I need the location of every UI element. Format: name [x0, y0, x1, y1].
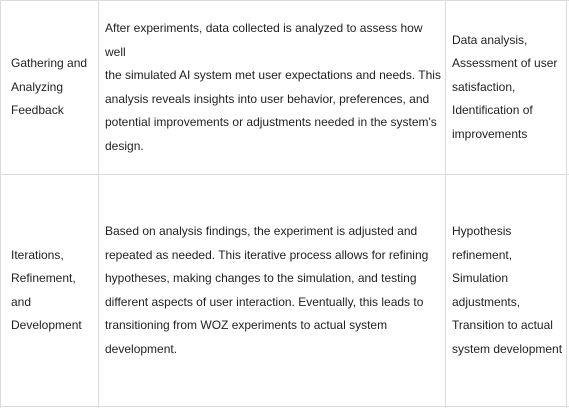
phase-label: Iterations, Refinement, and Development	[11, 247, 82, 332]
table-row-2-outcomes-cell	[452, 175, 565, 406]
column-divider	[445, 0, 446, 408]
description-text: After experiments, data collected is analyzed to assess how well the simulated AI system met user expectations and needs. This analysis reveals insights into user behavior, preferences, and potential improvements or adjustments needed in the system's design.	[105, 21, 441, 153]
table-row-1-outcomes-cell	[452, 1, 565, 174]
description-text: Based on analysis findings, the experiment is adjusted and repeated as needed. This iterative process allows for refining hypotheses, making changes to the simulation, and testing different aspects of user interaction. Eventually, this leads to transitioning from WOZ experiments to actual system development.	[105, 224, 429, 356]
column-divider	[0, 0, 1, 408]
table-row-2-description-cell	[105, 175, 443, 406]
column-divider	[566, 0, 567, 408]
table-row-2-phase-cell	[11, 175, 97, 406]
outcomes-text: Hypothesis refinement, Simulation adjustments, Transition to actual system development	[452, 224, 563, 356]
table-row-1-phase-cell	[11, 1, 97, 174]
column-divider	[98, 0, 99, 408]
table-row-1-description-cell	[105, 1, 443, 174]
outcomes-text: Data analysis, Assessment of user satisfaction, Identification of improvements	[452, 32, 558, 141]
phase-label: Gathering and Analyzing Feedback	[11, 56, 88, 118]
row-divider	[0, 406, 569, 407]
